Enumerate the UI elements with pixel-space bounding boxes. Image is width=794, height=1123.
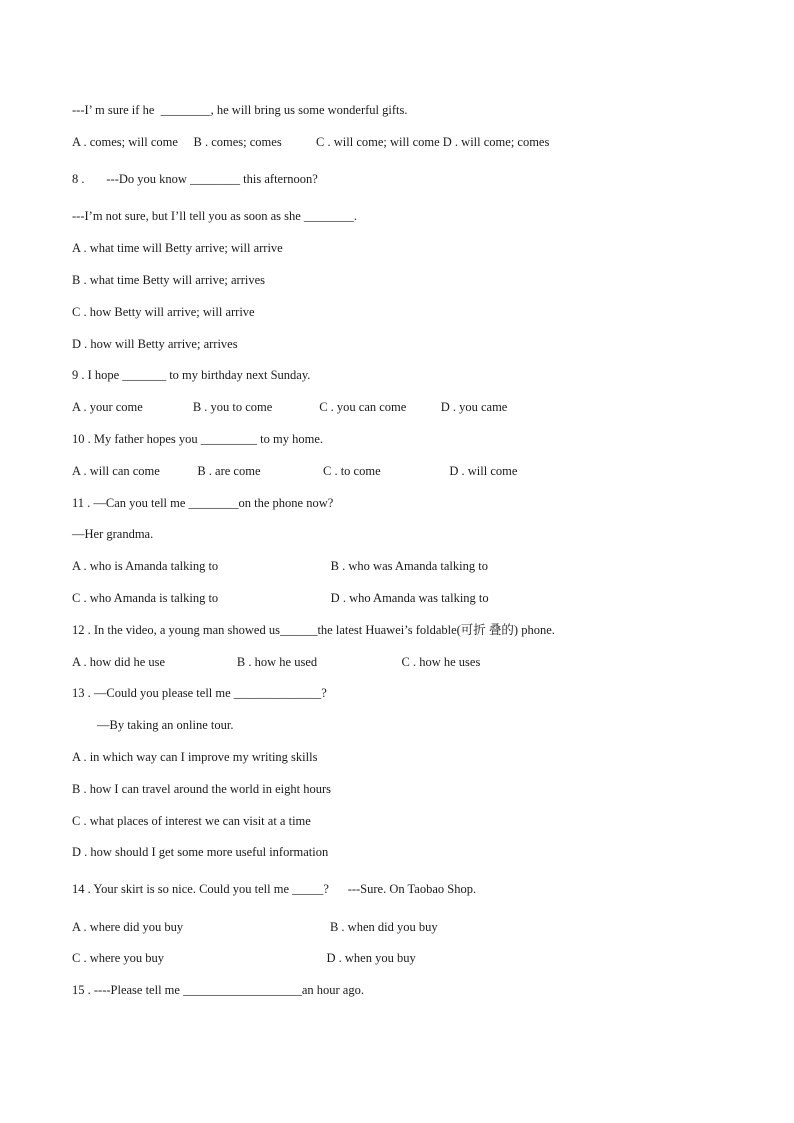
option-line: D . how should I get some more useful information [72, 845, 329, 859]
options-line: A . where did you buy B . when did you buy [72, 920, 438, 934]
text-line: —By taking an online tour. [72, 718, 234, 732]
option-line: D . how will Betty arrive; arrives [72, 337, 238, 351]
option-line: B . what time Betty will arrive; arrives [72, 273, 266, 287]
text-line: ---I’ m sure if he ________, he will bring us some wonderful gifts. [72, 103, 408, 117]
question-line: 10 . My father hopes you _________ to my home. [72, 432, 324, 446]
option-line: A . what time will Betty arrive; will arrive [72, 241, 283, 255]
options-line: A . your come B . you to come C . you can come D . you came [72, 400, 508, 414]
text-line: ---I’m not sure, but I’ll tell you as soon as she ________. [72, 209, 358, 223]
option-line: C . how Betty will arrive; will arrive [72, 305, 255, 319]
question-line: 11 . —Can you tell me ________on the phone now? [72, 496, 334, 510]
question-line: 15 . ----Please tell me ___________________an hour ago. [72, 983, 364, 997]
options-line: A . will can come B . are come C . to come D . will come [72, 464, 518, 478]
options-line: A . how did he use B . how he used C . how he uses [72, 655, 481, 669]
options-line: A . who is Amanda talking to B . who was Amanda talking to [72, 559, 488, 573]
options-line: A . comes; will come B . comes; comes C . will come; will come D . will come; comes [72, 135, 550, 149]
option-line: A . in which way can I improve my writing skills [72, 750, 318, 764]
text-line: —Her grandma. [72, 527, 154, 541]
question-line: 9 . I hope _______ to my birthday next Sunday. [72, 368, 311, 382]
option-line: B . how I can travel around the world in eight hours [72, 782, 331, 796]
options-line: C . where you buy D . when you buy [72, 951, 416, 965]
option-line: C . what places of interest we can visit at a time [72, 814, 311, 828]
options-line: C . who Amanda is talking to D . who Amanda was talking to [72, 591, 489, 605]
question-line: 14 . Your skirt is so nice. Could you tell me _____? ---Sure. On Taobao Shop. [72, 882, 477, 896]
question-line: 12 . In the video, a young man showed us______the latest Huawei’s foldable(可折 叠的) phone. [72, 623, 555, 637]
question-line: 13 . —Could you please tell me ______________? [72, 686, 327, 700]
question-line: 8 . ---Do you know ________ this afternoon? [72, 172, 318, 186]
